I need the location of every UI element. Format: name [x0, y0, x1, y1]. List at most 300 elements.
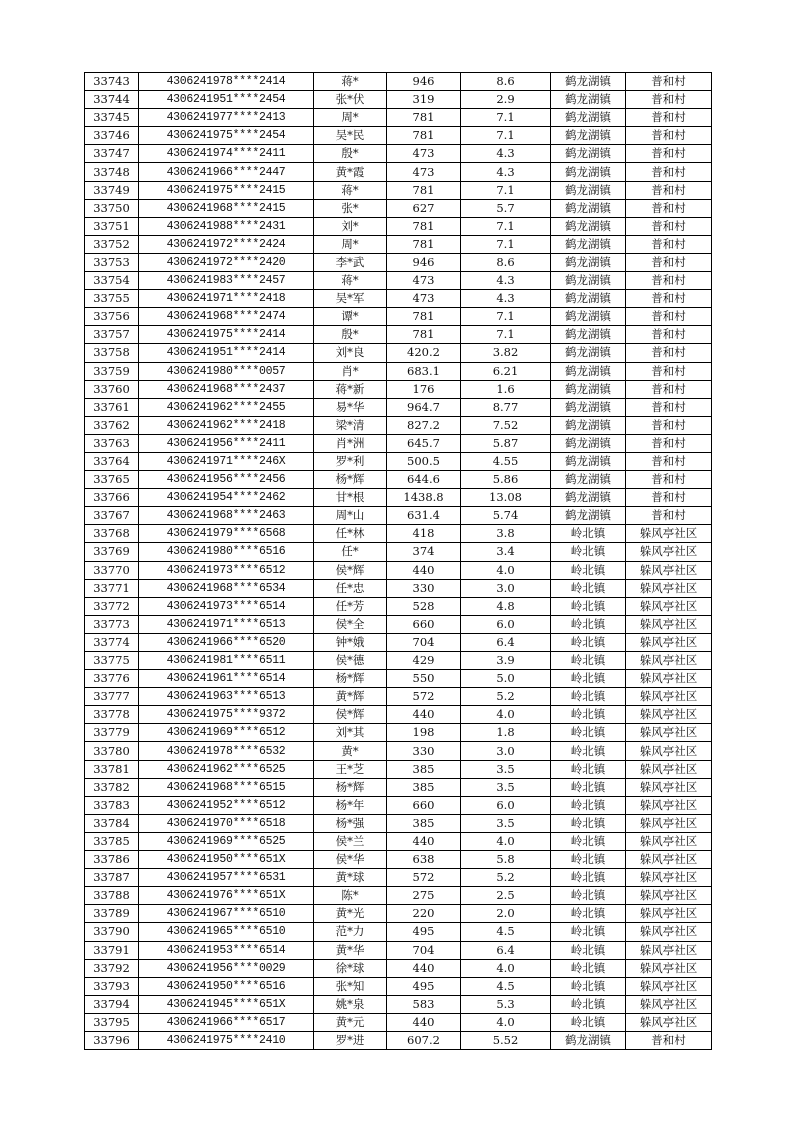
amount-cell: 827.2	[387, 416, 461, 434]
records-table	[84, 72, 712, 1050]
id-number-cell: 4306241952****6512	[139, 796, 314, 814]
serial-number-cell: 33772	[85, 597, 139, 615]
serial-number-cell: 33773	[85, 615, 139, 633]
serial-number-cell: 33768	[85, 525, 139, 543]
amount-cell: 275	[387, 887, 461, 905]
amount-cell: 631.4	[387, 507, 461, 525]
village-cell: 普和村	[626, 109, 712, 127]
town-cell: 岭北镇	[551, 941, 626, 959]
name-cell: 易*华	[314, 398, 387, 416]
area-cell: 5.0	[461, 670, 551, 688]
name-cell: 侯*辉	[314, 561, 387, 579]
serial-number-cell: 33795	[85, 1013, 139, 1031]
serial-number-cell: 33794	[85, 995, 139, 1013]
id-number-cell: 4306241976****651X	[139, 887, 314, 905]
serial-number-cell: 33775	[85, 652, 139, 670]
village-cell: 躲风亭社区	[626, 887, 712, 905]
table-row	[85, 416, 712, 434]
area-cell: 8.6	[461, 73, 551, 91]
id-number-cell: 4306241972****2420	[139, 253, 314, 271]
id-number-cell: 4306241974****2411	[139, 145, 314, 163]
village-cell: 普和村	[626, 73, 712, 91]
name-cell: 张*伏	[314, 91, 387, 109]
table-row	[85, 814, 712, 832]
area-cell: 7.1	[461, 308, 551, 326]
village-cell: 躲风亭社区	[626, 597, 712, 615]
area-cell: 6.4	[461, 941, 551, 959]
name-cell: 蒋*	[314, 272, 387, 290]
village-cell: 躲风亭社区	[626, 561, 712, 579]
town-cell: 鹤龙湖镇	[551, 181, 626, 199]
town-cell: 鹤龙湖镇	[551, 344, 626, 362]
id-number-cell: 4306241956****2456	[139, 471, 314, 489]
name-cell: 肖*	[314, 362, 387, 380]
serial-number-cell: 33764	[85, 452, 139, 470]
town-cell: 岭北镇	[551, 869, 626, 887]
table-row	[85, 308, 712, 326]
name-cell: 吴*民	[314, 127, 387, 145]
village-cell: 躲风亭社区	[626, 688, 712, 706]
serial-number-cell: 33747	[85, 145, 139, 163]
table-row	[85, 181, 712, 199]
id-number-cell: 4306241966****6520	[139, 633, 314, 651]
serial-number-cell: 33759	[85, 362, 139, 380]
serial-number-cell: 33780	[85, 742, 139, 760]
id-number-cell: 4306241962****6525	[139, 760, 314, 778]
amount-cell: 420.2	[387, 344, 461, 362]
area-cell: 3.82	[461, 344, 551, 362]
amount-cell: 946	[387, 73, 461, 91]
table-row	[85, 561, 712, 579]
town-cell: 岭北镇	[551, 851, 626, 869]
town-cell: 鹤龙湖镇	[551, 127, 626, 145]
village-cell: 普和村	[626, 145, 712, 163]
id-number-cell: 4306241956****0029	[139, 959, 314, 977]
table-row	[85, 525, 712, 543]
name-cell: 黄*辉	[314, 688, 387, 706]
id-number-cell: 4306241977****2413	[139, 109, 314, 127]
town-cell: 鹤龙湖镇	[551, 398, 626, 416]
id-number-cell: 4306241973****6514	[139, 597, 314, 615]
area-cell: 7.1	[461, 181, 551, 199]
id-number-cell: 4306241975****2454	[139, 127, 314, 145]
id-number-cell: 4306241978****2414	[139, 73, 314, 91]
table-row	[85, 923, 712, 941]
table-row	[85, 796, 712, 814]
table-row	[85, 235, 712, 253]
id-number-cell: 4306241981****6511	[139, 652, 314, 670]
id-number-cell: 4306241951****2414	[139, 344, 314, 362]
village-cell: 躲风亭社区	[626, 832, 712, 850]
serial-number-cell: 33774	[85, 633, 139, 651]
village-cell: 躲风亭社区	[626, 706, 712, 724]
serial-number-cell: 33785	[85, 832, 139, 850]
amount-cell: 385	[387, 778, 461, 796]
name-cell: 杨*辉	[314, 778, 387, 796]
village-cell: 普和村	[626, 380, 712, 398]
name-cell: 杨*辉	[314, 471, 387, 489]
town-cell: 岭北镇	[551, 995, 626, 1013]
amount-cell: 638	[387, 851, 461, 869]
name-cell: 钟*娥	[314, 633, 387, 651]
serial-number-cell: 33769	[85, 543, 139, 561]
serial-number-cell: 33758	[85, 344, 139, 362]
name-cell: 任*	[314, 543, 387, 561]
area-cell: 4.5	[461, 923, 551, 941]
amount-cell: 660	[387, 615, 461, 633]
village-cell: 普和村	[626, 163, 712, 181]
town-cell: 岭北镇	[551, 688, 626, 706]
table-row	[85, 652, 712, 670]
table-row	[85, 941, 712, 959]
village-cell: 普和村	[626, 489, 712, 507]
amount-cell: 220	[387, 905, 461, 923]
amount-cell: 781	[387, 181, 461, 199]
area-cell: 4.3	[461, 163, 551, 181]
village-cell: 普和村	[626, 127, 712, 145]
town-cell: 岭北镇	[551, 525, 626, 543]
area-cell: 5.2	[461, 869, 551, 887]
amount-cell: 781	[387, 109, 461, 127]
village-cell: 躲风亭社区	[626, 760, 712, 778]
area-cell: 4.0	[461, 1013, 551, 1031]
town-cell: 鹤龙湖镇	[551, 73, 626, 91]
serial-number-cell: 33750	[85, 199, 139, 217]
name-cell: 甘*根	[314, 489, 387, 507]
id-number-cell: 4306241972****2424	[139, 235, 314, 253]
village-cell: 普和村	[626, 253, 712, 271]
table-row	[85, 977, 712, 995]
amount-cell: 1438.8	[387, 489, 461, 507]
id-number-cell: 4306241962****2455	[139, 398, 314, 416]
town-cell: 岭北镇	[551, 579, 626, 597]
name-cell: 侯*辉	[314, 706, 387, 724]
name-cell: 罗*进	[314, 1031, 387, 1049]
amount-cell: 683.1	[387, 362, 461, 380]
table-row	[85, 290, 712, 308]
amount-cell: 440	[387, 832, 461, 850]
name-cell: 蒋*	[314, 181, 387, 199]
area-cell: 7.1	[461, 235, 551, 253]
serial-number-cell: 33752	[85, 235, 139, 253]
amount-cell: 781	[387, 308, 461, 326]
town-cell: 岭北镇	[551, 977, 626, 995]
serial-number-cell: 33787	[85, 869, 139, 887]
table-row	[85, 615, 712, 633]
area-cell: 5.74	[461, 507, 551, 525]
village-cell: 躲风亭社区	[626, 742, 712, 760]
amount-cell: 440	[387, 959, 461, 977]
amount-cell: 429	[387, 652, 461, 670]
table-row	[85, 905, 712, 923]
amount-cell: 473	[387, 145, 461, 163]
amount-cell: 198	[387, 724, 461, 742]
serial-number-cell: 33771	[85, 579, 139, 597]
serial-number-cell: 33762	[85, 416, 139, 434]
amount-cell: 550	[387, 670, 461, 688]
amount-cell: 500.5	[387, 452, 461, 470]
table-row	[85, 851, 712, 869]
village-cell: 普和村	[626, 326, 712, 344]
area-cell: 3.9	[461, 652, 551, 670]
area-cell: 4.3	[461, 145, 551, 163]
table-row	[85, 145, 712, 163]
id-number-cell: 4306241968****2415	[139, 199, 314, 217]
village-cell: 躲风亭社区	[626, 995, 712, 1013]
town-cell: 岭北镇	[551, 652, 626, 670]
table-row	[85, 272, 712, 290]
village-cell: 躲风亭社区	[626, 923, 712, 941]
area-cell: 6.0	[461, 796, 551, 814]
name-cell: 肖*洲	[314, 434, 387, 452]
town-cell: 岭北镇	[551, 742, 626, 760]
table-row	[85, 597, 712, 615]
amount-cell: 781	[387, 127, 461, 145]
village-cell: 普和村	[626, 471, 712, 489]
area-cell: 6.0	[461, 615, 551, 633]
village-cell: 普和村	[626, 344, 712, 362]
table-row	[85, 199, 712, 217]
amount-cell: 781	[387, 326, 461, 344]
amount-cell: 319	[387, 91, 461, 109]
serial-number-cell: 33757	[85, 326, 139, 344]
table-row	[85, 670, 712, 688]
area-cell: 7.1	[461, 217, 551, 235]
area-cell: 4.3	[461, 290, 551, 308]
amount-cell: 385	[387, 760, 461, 778]
serial-number-cell: 33790	[85, 923, 139, 941]
name-cell: 王*芝	[314, 760, 387, 778]
table-row	[85, 579, 712, 597]
amount-cell: 781	[387, 235, 461, 253]
id-number-cell: 4306241961****6514	[139, 670, 314, 688]
village-cell: 躲风亭社区	[626, 633, 712, 651]
id-number-cell: 4306241957****6531	[139, 869, 314, 887]
id-number-cell: 4306241953****6514	[139, 941, 314, 959]
town-cell: 鹤龙湖镇	[551, 489, 626, 507]
town-cell: 岭北镇	[551, 1013, 626, 1031]
name-cell: 徐*球	[314, 959, 387, 977]
table-row	[85, 109, 712, 127]
village-cell: 普和村	[626, 272, 712, 290]
area-cell: 4.55	[461, 452, 551, 470]
serial-number-cell: 33777	[85, 688, 139, 706]
name-cell: 刘*其	[314, 724, 387, 742]
amount-cell: 440	[387, 561, 461, 579]
village-cell: 普和村	[626, 362, 712, 380]
serial-number-cell: 33788	[85, 887, 139, 905]
town-cell: 鹤龙湖镇	[551, 235, 626, 253]
town-cell: 鹤龙湖镇	[551, 91, 626, 109]
name-cell: 杨*年	[314, 796, 387, 814]
village-cell: 躲风亭社区	[626, 796, 712, 814]
table-row	[85, 127, 712, 145]
table-row	[85, 887, 712, 905]
serial-number-cell: 33751	[85, 217, 139, 235]
town-cell: 鹤龙湖镇	[551, 507, 626, 525]
serial-number-cell: 33789	[85, 905, 139, 923]
table-row	[85, 724, 712, 742]
id-number-cell: 4306241980****0057	[139, 362, 314, 380]
village-cell: 普和村	[626, 416, 712, 434]
town-cell: 岭北镇	[551, 887, 626, 905]
village-cell: 躲风亭社区	[626, 869, 712, 887]
id-number-cell: 4306241968****2474	[139, 308, 314, 326]
name-cell: 任*芳	[314, 597, 387, 615]
town-cell: 岭北镇	[551, 633, 626, 651]
amount-cell: 572	[387, 869, 461, 887]
village-cell: 躲风亭社区	[626, 525, 712, 543]
area-cell: 13.08	[461, 489, 551, 507]
name-cell: 殷*	[314, 326, 387, 344]
town-cell: 岭北镇	[551, 814, 626, 832]
serial-number-cell: 33766	[85, 489, 139, 507]
id-number-cell: 4306241971****246X	[139, 452, 314, 470]
village-cell: 普和村	[626, 398, 712, 416]
table-row	[85, 362, 712, 380]
id-number-cell: 4306241975****2410	[139, 1031, 314, 1049]
town-cell: 鹤龙湖镇	[551, 471, 626, 489]
amount-cell: 528	[387, 597, 461, 615]
name-cell: 蒋*	[314, 73, 387, 91]
serial-number-cell: 33767	[85, 507, 139, 525]
id-number-cell: 4306241988****2431	[139, 217, 314, 235]
area-cell: 8.6	[461, 253, 551, 271]
table-row	[85, 91, 712, 109]
name-cell: 梁*清	[314, 416, 387, 434]
town-cell: 鹤龙湖镇	[551, 434, 626, 452]
village-cell: 躲风亭社区	[626, 959, 712, 977]
id-number-cell: 4306241945****651X	[139, 995, 314, 1013]
id-number-cell: 4306241950****6516	[139, 977, 314, 995]
area-cell: 3.5	[461, 778, 551, 796]
area-cell: 3.0	[461, 742, 551, 760]
id-number-cell: 4306241969****6525	[139, 832, 314, 850]
id-number-cell: 4306241968****2463	[139, 507, 314, 525]
town-cell: 鹤龙湖镇	[551, 452, 626, 470]
area-cell: 2.0	[461, 905, 551, 923]
area-cell: 2.5	[461, 887, 551, 905]
table-row	[85, 398, 712, 416]
town-cell: 岭北镇	[551, 670, 626, 688]
id-number-cell: 4306241966****2447	[139, 163, 314, 181]
amount-cell: 627	[387, 199, 461, 217]
amount-cell: 374	[387, 543, 461, 561]
town-cell: 鹤龙湖镇	[551, 163, 626, 181]
name-cell: 黄*元	[314, 1013, 387, 1031]
serial-number-cell: 33782	[85, 778, 139, 796]
id-number-cell: 4306241951****2454	[139, 91, 314, 109]
amount-cell: 964.7	[387, 398, 461, 416]
table-row	[85, 959, 712, 977]
village-cell: 躲风亭社区	[626, 652, 712, 670]
amount-cell: 176	[387, 380, 461, 398]
area-cell: 3.0	[461, 579, 551, 597]
name-cell: 侯*兰	[314, 832, 387, 850]
table-row	[85, 778, 712, 796]
table-row	[85, 471, 712, 489]
table-row	[85, 1031, 712, 1049]
serial-number-cell: 33760	[85, 380, 139, 398]
village-cell: 普和村	[626, 452, 712, 470]
serial-number-cell: 33746	[85, 127, 139, 145]
name-cell: 任*林	[314, 525, 387, 543]
village-cell: 躲风亭社区	[626, 670, 712, 688]
town-cell: 岭北镇	[551, 959, 626, 977]
village-cell: 躲风亭社区	[626, 977, 712, 995]
village-cell: 普和村	[626, 91, 712, 109]
amount-cell: 473	[387, 163, 461, 181]
amount-cell: 781	[387, 217, 461, 235]
town-cell: 岭北镇	[551, 615, 626, 633]
area-cell: 1.8	[461, 724, 551, 742]
town-cell: 岭北镇	[551, 778, 626, 796]
village-cell: 躲风亭社区	[626, 851, 712, 869]
village-cell: 普和村	[626, 217, 712, 235]
town-cell: 岭北镇	[551, 760, 626, 778]
area-cell: 3.5	[461, 760, 551, 778]
village-cell: 普和村	[626, 434, 712, 452]
id-number-cell: 4306241963****6513	[139, 688, 314, 706]
id-number-cell: 4306241966****6517	[139, 1013, 314, 1031]
serial-number-cell: 33784	[85, 814, 139, 832]
name-cell: 周*山	[314, 507, 387, 525]
name-cell: 张*	[314, 199, 387, 217]
name-cell: 刘*良	[314, 344, 387, 362]
name-cell: 蒋*新	[314, 380, 387, 398]
table-row	[85, 73, 712, 91]
area-cell: 1.6	[461, 380, 551, 398]
name-cell: 黄*	[314, 742, 387, 760]
area-cell: 6.4	[461, 633, 551, 651]
amount-cell: 418	[387, 525, 461, 543]
name-cell: 黄*球	[314, 869, 387, 887]
village-cell: 躲风亭社区	[626, 905, 712, 923]
area-cell: 7.1	[461, 127, 551, 145]
amount-cell: 495	[387, 977, 461, 995]
village-cell: 普和村	[626, 199, 712, 217]
table-row	[85, 217, 712, 235]
serial-number-cell: 33796	[85, 1031, 139, 1049]
name-cell: 周*	[314, 109, 387, 127]
town-cell: 岭北镇	[551, 923, 626, 941]
table-row	[85, 760, 712, 778]
village-cell: 普和村	[626, 308, 712, 326]
serial-number-cell: 33743	[85, 73, 139, 91]
id-number-cell: 4306241975****9372	[139, 706, 314, 724]
name-cell: 张*知	[314, 977, 387, 995]
area-cell: 3.8	[461, 525, 551, 543]
amount-cell: 946	[387, 253, 461, 271]
serial-number-cell: 33763	[85, 434, 139, 452]
amount-cell: 645.7	[387, 434, 461, 452]
village-cell: 普和村	[626, 181, 712, 199]
id-number-cell: 4306241968****2437	[139, 380, 314, 398]
amount-cell: 704	[387, 941, 461, 959]
table-row	[85, 507, 712, 525]
serial-number-cell: 33783	[85, 796, 139, 814]
serial-number-cell: 33744	[85, 91, 139, 109]
amount-cell: 495	[387, 923, 461, 941]
town-cell: 岭北镇	[551, 905, 626, 923]
name-cell: 杨*辉	[314, 670, 387, 688]
id-number-cell: 4306241973****6512	[139, 561, 314, 579]
name-cell: 黄*华	[314, 941, 387, 959]
village-cell: 普和村	[626, 1031, 712, 1049]
area-cell: 4.8	[461, 597, 551, 615]
town-cell: 鹤龙湖镇	[551, 308, 626, 326]
id-number-cell: 4306241962****2418	[139, 416, 314, 434]
